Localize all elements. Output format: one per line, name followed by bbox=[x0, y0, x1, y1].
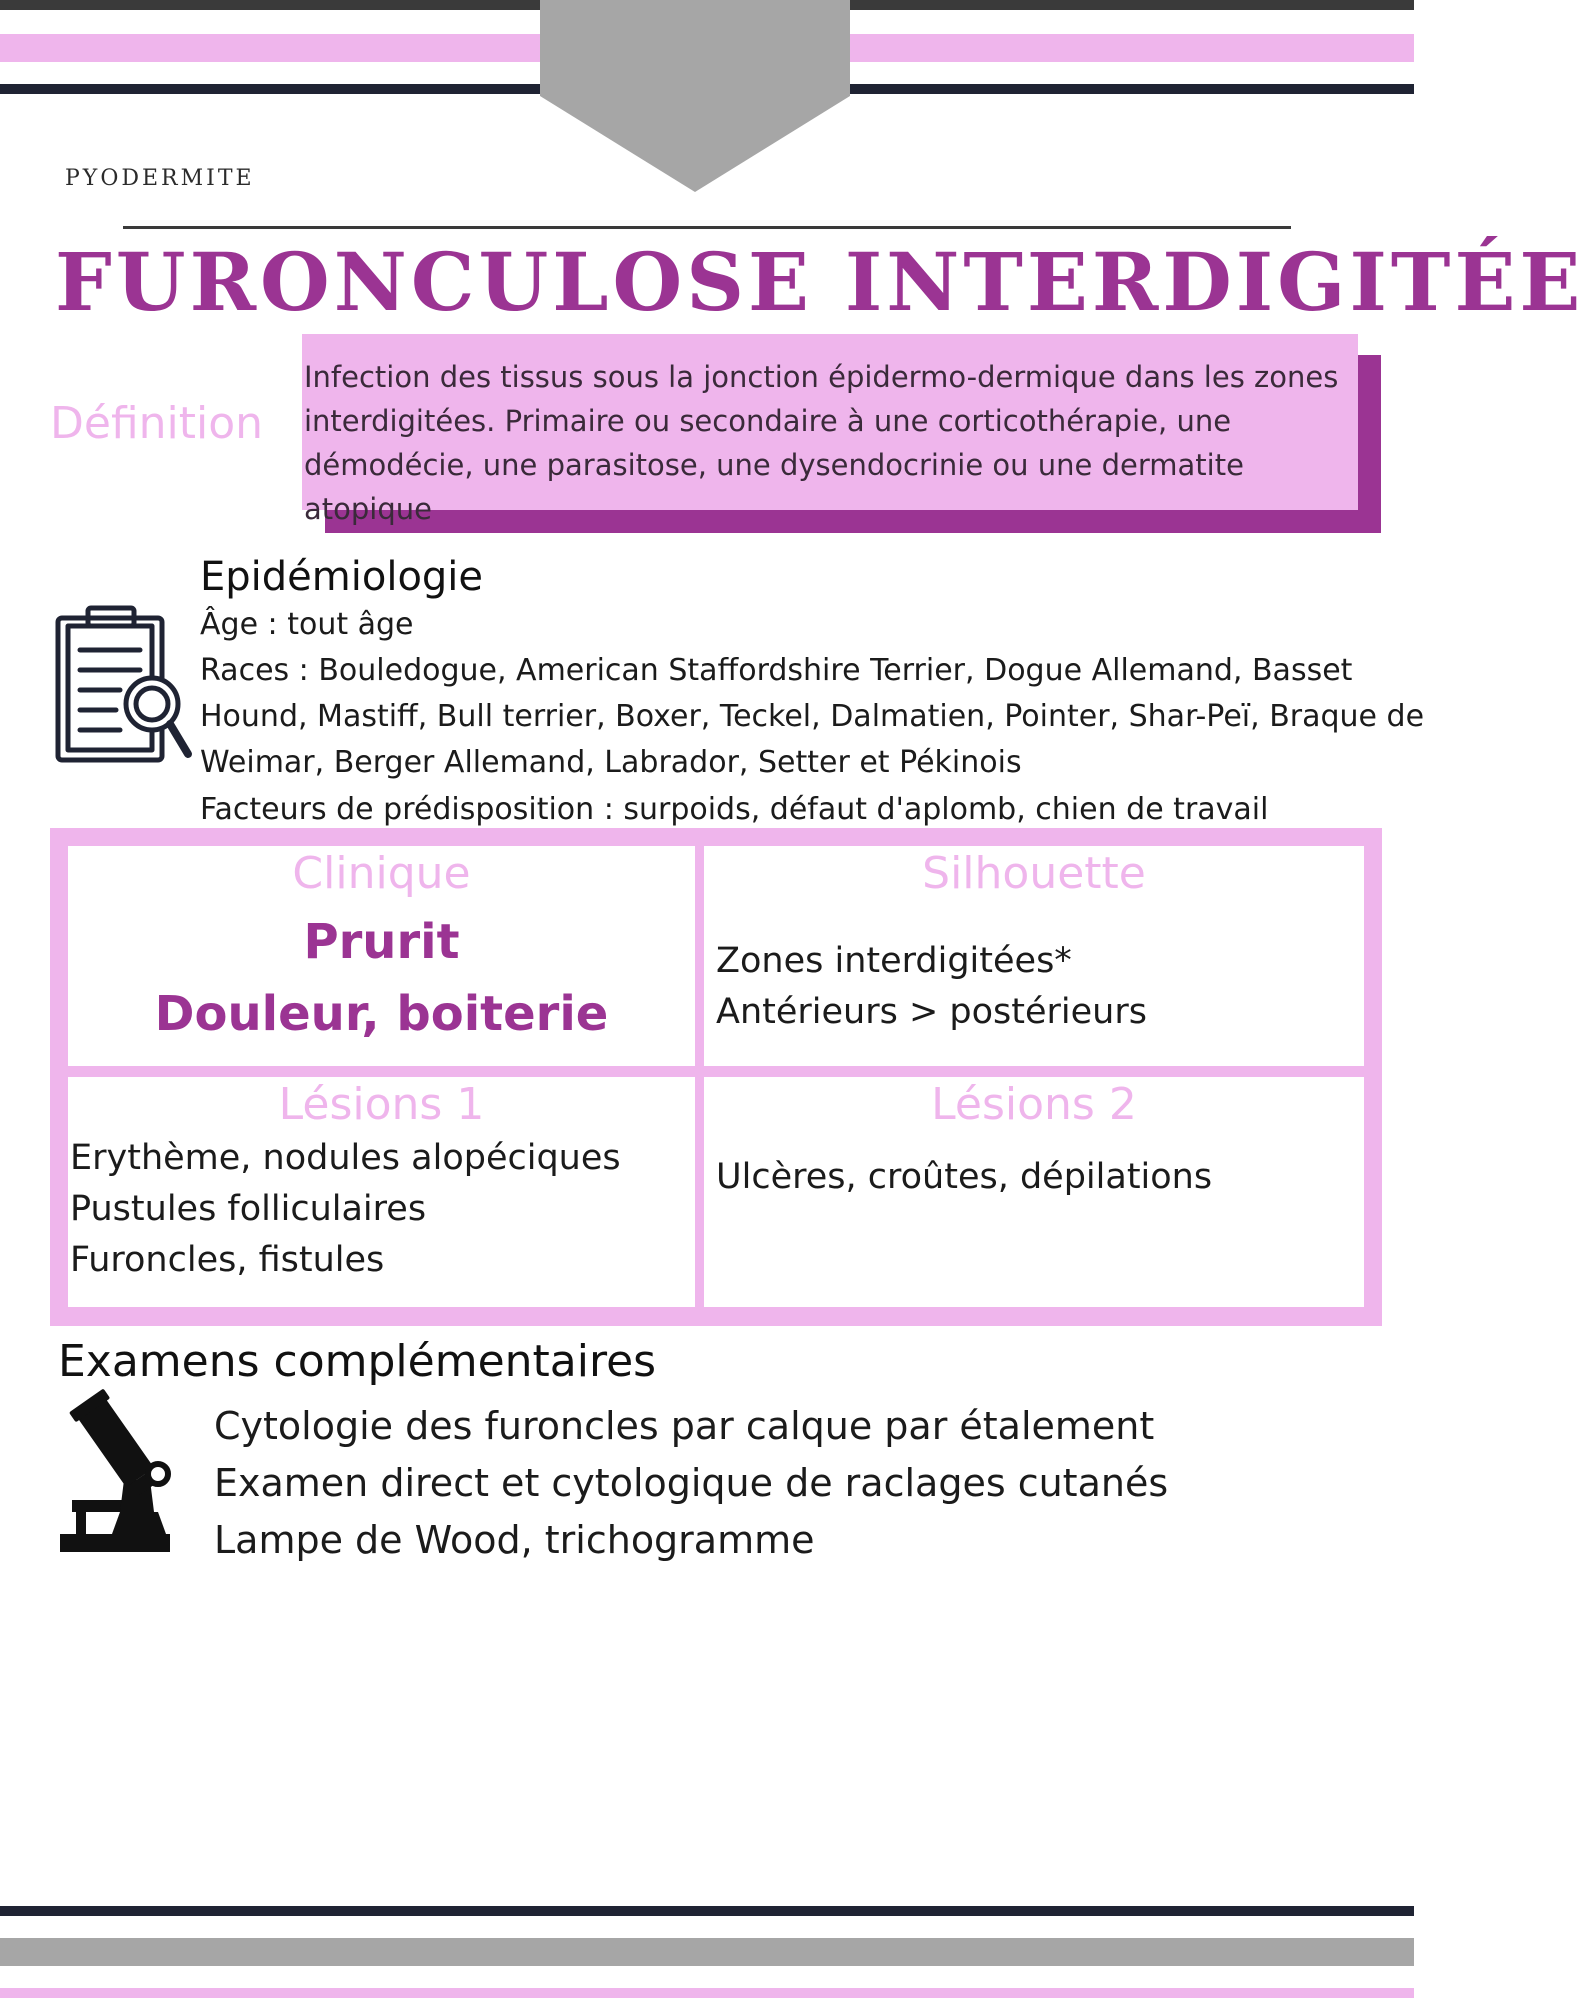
lesions-1-line: Furoncles, fistules bbox=[70, 1240, 385, 1280]
lesions-2-title: Lésions 2 bbox=[931, 1079, 1137, 1130]
exam-line: Cytologie des furoncles par calque par étalement bbox=[214, 1404, 1155, 1448]
microscope-icon bbox=[54, 1392, 174, 1558]
lesions-2-line: Ulcères, croûtes, dépilations bbox=[716, 1157, 1213, 1197]
epidemiology-factors: Facteurs de prédisposition : surpoids, défaut d'aplomb, chien de travail bbox=[200, 792, 1269, 827]
lesions-1-line: Erythème, nodules alopéciques bbox=[70, 1138, 621, 1178]
silhouette-line: Zones interdigitées* bbox=[716, 941, 1072, 981]
silhouette-title: Silhouette bbox=[922, 848, 1146, 899]
exams-title: Examens complémentaires bbox=[58, 1336, 657, 1387]
exam-line: Lampe de Wood, trichogramme bbox=[214, 1518, 815, 1562]
category-label: PYODERMITE bbox=[65, 166, 255, 191]
clinique-title: Clinique bbox=[292, 848, 471, 899]
bottom-stripe-navy bbox=[0, 1906, 1414, 1916]
header-badge bbox=[540, 0, 850, 194]
page-title: FURONCULOSE INTERDIGITÉE bbox=[55, 235, 1584, 329]
bottom-stripe-gray bbox=[0, 1938, 1414, 1966]
cell-clinique bbox=[68, 846, 695, 1066]
epidemiology-breeds-line: Hound, Mastiff, Bull terrier, Boxer, Teckel, Dalmatien, Pointer, Shar-Peï, Braque de bbox=[200, 699, 1425, 734]
cell-silhouette bbox=[704, 846, 1364, 1066]
definition-line: interdigitées. Primaire ou secondaire à une corticothérapie, une bbox=[304, 404, 1232, 438]
epidemiology-breeds-line: Races : Bouledogue, American Staffordshire Terrier, Dogue Allemand, Basset bbox=[200, 653, 1353, 688]
definition-label: Définition bbox=[50, 398, 264, 449]
clinical-grid bbox=[50, 828, 1382, 1326]
clipboard-search-icon bbox=[54, 604, 194, 764]
lesions-1-line: Pustules folliculaires bbox=[70, 1189, 427, 1229]
epidemiology-age: Âge : tout âge bbox=[200, 607, 414, 642]
clinique-sign: Douleur, boiterie bbox=[154, 986, 609, 1042]
definition-text bbox=[304, 355, 1356, 531]
cell-lesions-1 bbox=[68, 1077, 695, 1307]
title-divider bbox=[123, 226, 1291, 229]
exam-line: Examen direct et cytologique de raclages cutanés bbox=[214, 1461, 1169, 1505]
epidemiology-title: Epidémiologie bbox=[200, 554, 484, 600]
cell-lesions-2 bbox=[704, 1077, 1364, 1307]
lesions-1-title: Lésions 1 bbox=[278, 1079, 485, 1130]
clinique-sign: Prurit bbox=[303, 914, 460, 970]
epidemiology-breeds-line: Weimar, Berger Allemand, Labrador, Setter et Pékinois bbox=[200, 745, 1022, 780]
definition-line: démodécie, une parasitose, une dysendocrinie ou une dermatite atopique bbox=[304, 448, 1244, 526]
bottom-stripe-pink bbox=[0, 1988, 1414, 1998]
silhouette-line: Antérieurs > postérieurs bbox=[716, 992, 1147, 1032]
definition-line: Infection des tissus sous la jonction épidermo-dermique dans les zones bbox=[304, 360, 1339, 394]
